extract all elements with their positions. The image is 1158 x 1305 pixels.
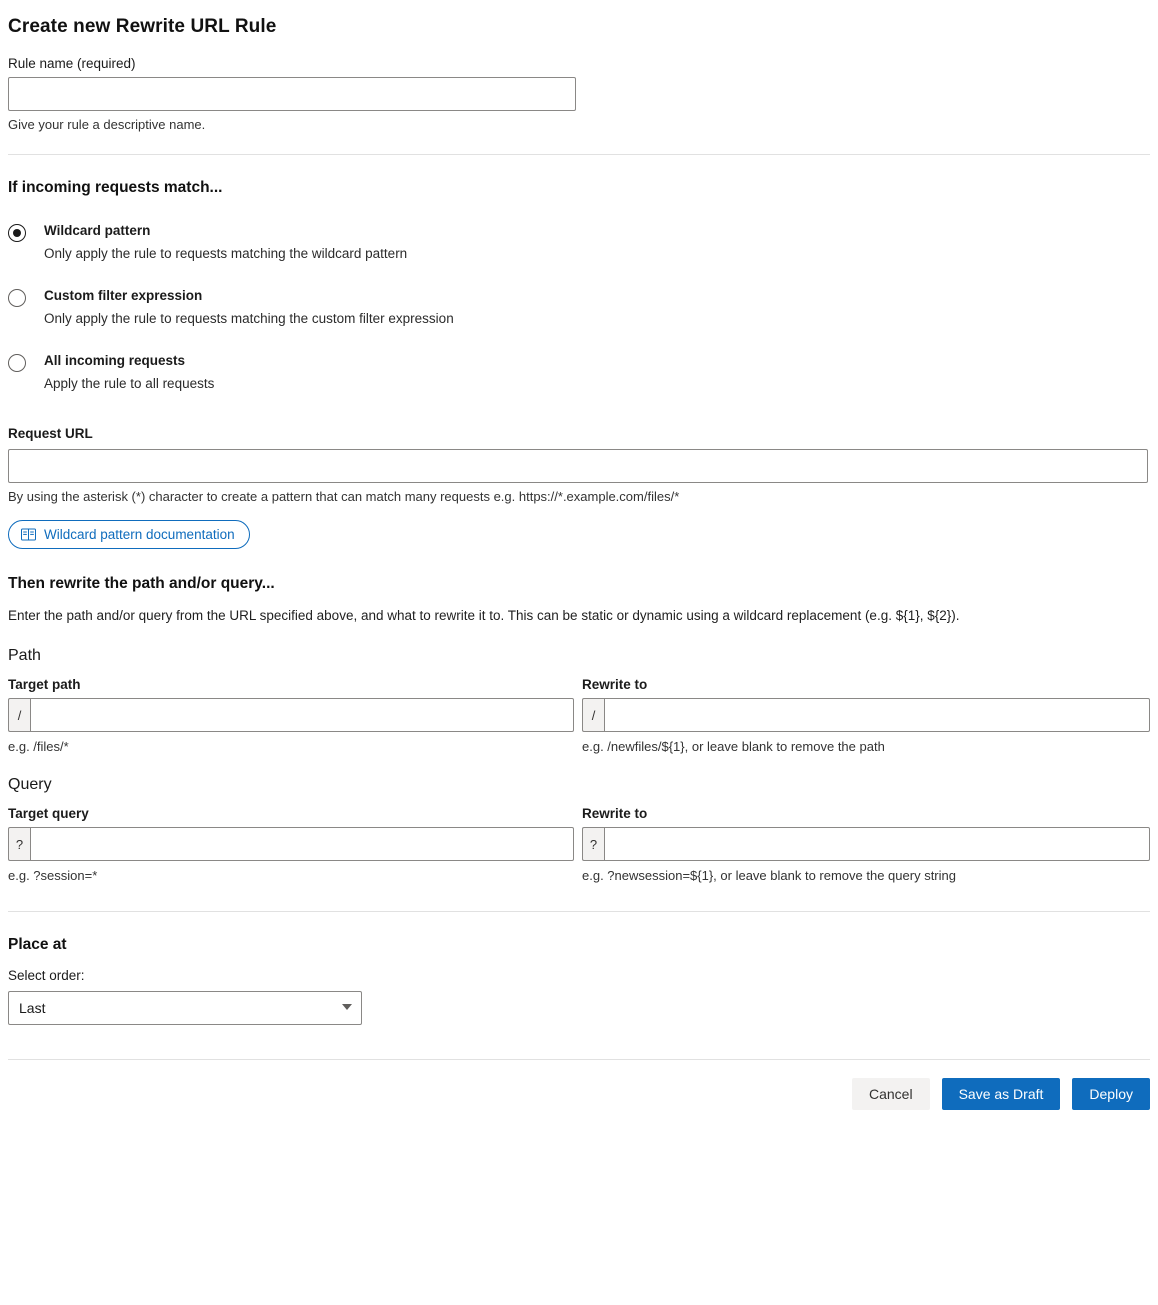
path-row: [8, 677, 1150, 754]
path-subheading: Path: [8, 647, 41, 664]
target-path-prefix: /: [8, 698, 30, 732]
radio-description-all-incoming-requests: Apply the rule to all requests: [44, 376, 215, 391]
rule-name-input[interactable]: [8, 77, 576, 111]
query-row: [8, 806, 1150, 883]
target-query-prefix: ?: [8, 827, 30, 861]
target-query-input[interactable]: [30, 827, 574, 861]
target-path-group: [8, 677, 574, 754]
radio-description-wildcard-pattern: Only apply the rule to requests matching the wildcard pattern: [44, 246, 408, 261]
select-order-label: Select order:: [8, 968, 85, 983]
match-radio-group: [8, 223, 1150, 392]
footer-actions: [8, 1060, 1150, 1126]
radio-indicator-all-incoming-requests[interactable]: [8, 354, 26, 372]
book-icon: [21, 528, 36, 541]
request-url-hint: By using the asterisk (*) character to create a pattern that can match many requests e.g. https://*.example.com/files/*: [8, 489, 680, 504]
page-title: Create new Rewrite URL Rule: [8, 16, 277, 37]
radio-description-custom-filter-expression: Only apply the rule to requests matching the custom filter expression: [44, 311, 454, 326]
rewrite-path-group: [582, 677, 1150, 754]
select-order-value: Last: [19, 1000, 46, 1016]
rewrite-path-label: Rewrite to: [582, 677, 648, 692]
wildcard-pattern-documentation-button[interactable]: [8, 520, 250, 549]
rewrite-query-group: [582, 806, 1150, 883]
radio-option-custom-filter-expression[interactable]: [8, 288, 1150, 327]
rewrite-query-hint: e.g. ?newsession=${1}, or leave blank to remove the query string: [582, 868, 956, 883]
rewrite-query-input[interactable]: [604, 827, 1150, 861]
target-path-label: Target path: [8, 677, 81, 692]
rewrite-path-prefix: /: [582, 698, 604, 732]
rule-name-field-group: [8, 56, 1150, 132]
target-query-hint: e.g. ?session=*: [8, 868, 98, 883]
query-subheading: Query: [8, 776, 52, 793]
rewrite-section-description: Enter the path and/or query from the URL specified above, and what to rewrite it to. This can be static or dynamic using a wildcard replacement (e.g. ${1}, ${2}).: [8, 608, 960, 623]
rule-name-label: Rule name (required): [8, 56, 136, 71]
target-path-hint: e.g. /files/*: [8, 739, 69, 754]
section-divider-top: [8, 154, 1150, 155]
rewrite-path-hint: e.g. /newfiles/${1}, or leave blank to remove the path: [582, 739, 885, 754]
request-url-label: Request URL: [8, 426, 93, 441]
target-query-input-wrapper: [8, 827, 574, 861]
section-divider-place-at: [8, 911, 1150, 912]
rewrite-path-input-wrapper: [582, 698, 1150, 732]
cancel-button[interactable]: Cancel: [852, 1078, 930, 1110]
radio-label-wildcard-pattern: Wildcard pattern: [44, 223, 151, 238]
rewrite-query-label: Rewrite to: [582, 806, 648, 821]
radio-indicator-wildcard-pattern[interactable]: [8, 224, 26, 242]
target-path-input-wrapper: [8, 698, 574, 732]
radio-option-all-incoming-requests[interactable]: [8, 353, 1150, 392]
radio-label-custom-filter-expression: Custom filter expression: [44, 288, 203, 303]
request-url-input[interactable]: [8, 449, 1148, 483]
select-order-dropdown[interactable]: [8, 991, 362, 1025]
rewrite-query-prefix: ?: [582, 827, 604, 861]
radio-label-all-incoming-requests: All incoming requests: [44, 353, 186, 368]
rule-name-hint: Give your rule a descriptive name.: [8, 117, 206, 132]
request-url-field-group: [8, 426, 1150, 549]
target-query-group: [8, 806, 574, 883]
radio-indicator-custom-filter-expression[interactable]: [8, 289, 26, 307]
deploy-button[interactable]: Deploy: [1072, 1078, 1150, 1110]
save-as-draft-button[interactable]: Save as Draft: [942, 1078, 1061, 1110]
wildcard-pattern-documentation-label: Wildcard pattern documentation: [44, 527, 235, 542]
select-order-wrapper: [8, 991, 362, 1025]
match-section-heading: If incoming requests match...: [8, 179, 223, 196]
target-query-label: Target query: [8, 806, 89, 821]
place-at-heading: Place at: [8, 936, 67, 953]
target-path-input[interactable]: [30, 698, 574, 732]
rewrite-path-input[interactable]: [604, 698, 1150, 732]
rewrite-query-input-wrapper: [582, 827, 1150, 861]
radio-option-wildcard-pattern[interactable]: [8, 223, 1150, 262]
rewrite-section-heading: Then rewrite the path and/or query...: [8, 575, 275, 592]
